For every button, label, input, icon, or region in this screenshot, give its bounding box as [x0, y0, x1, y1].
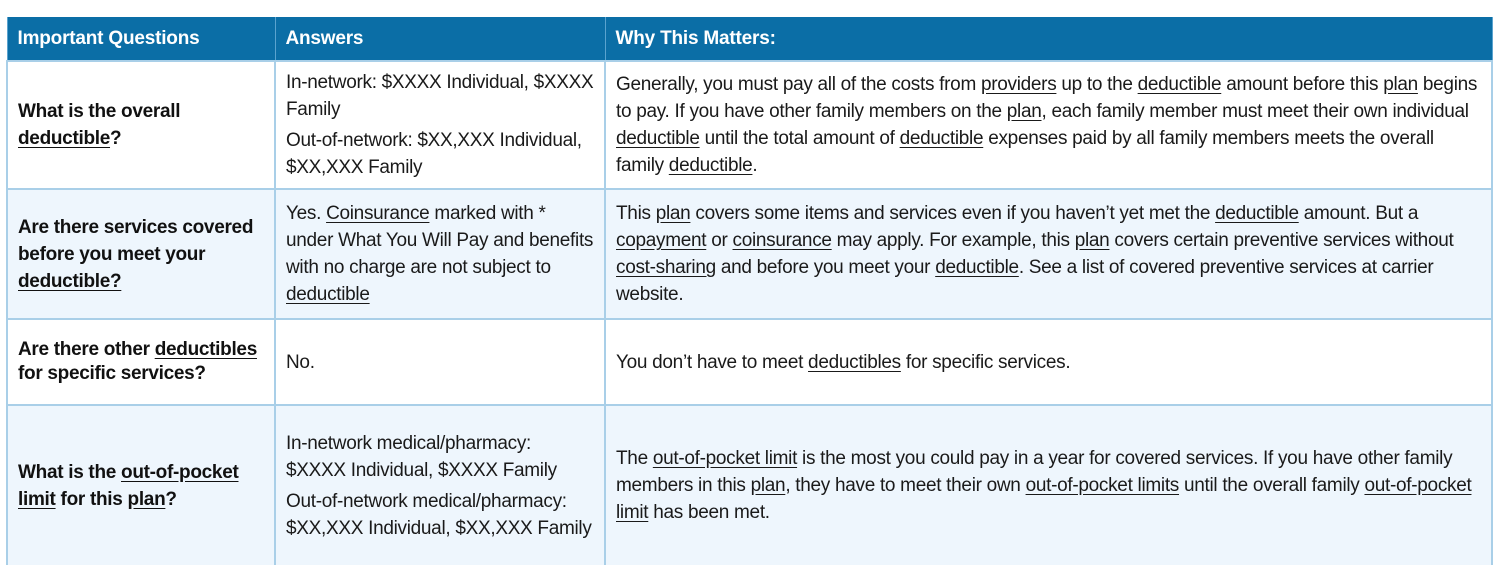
- why-cell: The out-of-pocket limit is the most you could pay in a year for covered services. If you have other family members in this plan, they have to meet their own out-of-pocket limits until the overall family out-of-pocket limit has been met.: [605, 405, 1492, 565]
- glossary-term-link[interactable]: Coinsurance: [326, 203, 430, 224]
- glossary-term-link[interactable]: deductibles: [154, 339, 257, 360]
- question-cell: Are there other deductibles for specific services?: [7, 319, 275, 405]
- glossary-term-link[interactable]: plan: [750, 475, 786, 496]
- glossary-term-link[interactable]: deductible?: [18, 270, 122, 292]
- glossary-term-link[interactable]: deductible: [668, 155, 753, 176]
- table-row-overall-deductible: [7, 61, 1492, 189]
- table-row-other-deductibles: [7, 319, 1492, 405]
- table-row-services-before-deductible: [7, 189, 1492, 319]
- glossary-term-link[interactable]: coinsurance: [732, 230, 832, 251]
- glossary-term-link[interactable]: deductible: [616, 128, 700, 149]
- answer-cell: Yes. Coinsurance marked with * under What You Will Pay and benefits with no charge are not subject to deductible: [275, 189, 605, 319]
- table-row-out-of-pocket-limit: [7, 405, 1492, 565]
- answer-cell: No.: [275, 319, 605, 405]
- answer-out-of-network: Out-of-network: $XX,XXX Individual, $XX,XXX Family: [286, 130, 582, 178]
- coverage-questions-table: [6, 17, 1493, 565]
- glossary-term-link[interactable]: cost-sharing: [616, 257, 716, 278]
- question-cell: What is the out-of-pocket limit for this plan?: [7, 405, 275, 565]
- glossary-term-link[interactable]: deductible: [935, 257, 1019, 278]
- glossary-term-link[interactable]: deductible: [286, 284, 370, 305]
- question-cell: What is the overall deductible?: [7, 61, 275, 189]
- glossary-term-link[interactable]: copayment: [616, 230, 707, 251]
- header-important-questions: Important Questions: [7, 17, 275, 61]
- glossary-term-link[interactable]: plan: [127, 488, 166, 510]
- answer-in-network: In-network: $XXXX Individual, $XXXX Family: [286, 72, 594, 120]
- header-why-this-matters: Why This Matters:: [605, 17, 1492, 61]
- question-cell: Are there services covered before you meet your deductible?: [7, 189, 275, 319]
- glossary-term-link[interactable]: out-of-pocket limit: [652, 448, 798, 469]
- glossary-term-link[interactable]: deductible: [899, 128, 984, 149]
- glossary-term-link[interactable]: out-of-pocket limit: [616, 475, 1472, 523]
- glossary-term-link[interactable]: plan: [1006, 101, 1042, 122]
- header-answers: Answers: [275, 17, 605, 61]
- answer-cell: [275, 61, 605, 189]
- glossary-term-link[interactable]: deductible: [18, 128, 111, 149]
- why-cell: This plan covers some items and services even if you haven’t yet met the deductible amount. But a copayment or coinsurance may apply. For example, this plan covers certain preventive services without cost-sharing and before you meet your deductible. See a list of covered preventive services at carrier website.: [605, 189, 1492, 319]
- glossary-term-link[interactable]: deductibles: [808, 351, 901, 373]
- glossary-term-link[interactable]: plan: [1074, 230, 1110, 251]
- table-header-row: [7, 17, 1492, 61]
- glossary-term-link[interactable]: deductible: [1215, 203, 1299, 224]
- why-cell: Generally, you must pay all of the costs from providers up to the deductible amount before this plan begins to pay. If you have other family members on the plan, each family member must meet their own individual deductible until the total amount of deductible expenses paid by all family members meets the overall family deductible.: [605, 61, 1492, 189]
- answer-cell: [275, 405, 605, 565]
- glossary-term-link[interactable]: plan: [1383, 74, 1418, 95]
- answer-in-network: In-network medical/pharmacy: $XXXX Individual, $XXXX Family: [286, 432, 557, 481]
- glossary-term-link[interactable]: deductible: [1137, 74, 1222, 95]
- glossary-term-link[interactable]: plan: [655, 203, 691, 224]
- glossary-term-link[interactable]: out-of-pocket limit: [18, 461, 239, 510]
- answer-out-of-network: Out-of-network medical/pharmacy: $XX,XXX Individual, $XX,XXX Family: [286, 490, 592, 539]
- glossary-term-link[interactable]: out-of-pocket limits: [1025, 475, 1180, 496]
- glossary-term-link[interactable]: providers: [980, 74, 1057, 95]
- why-cell: You don’t have to meet deductibles for specific services.: [605, 319, 1492, 405]
